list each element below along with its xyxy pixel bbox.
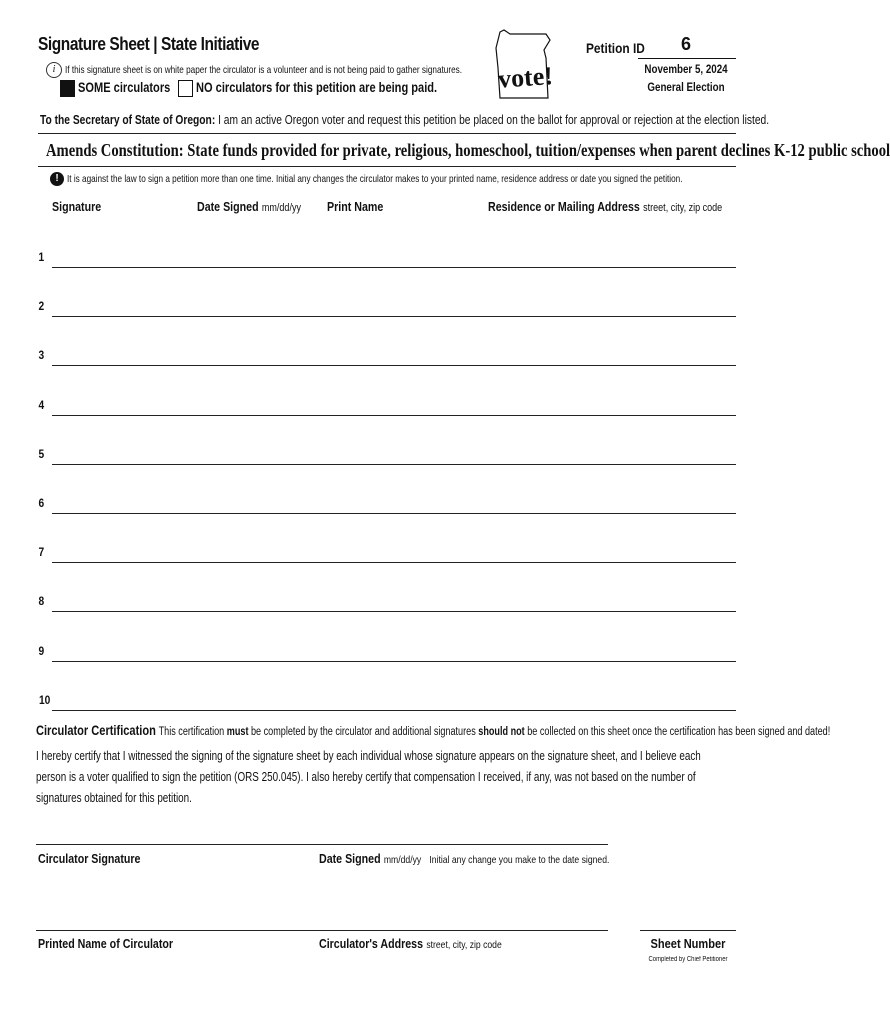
row-number: 4 <box>38 398 45 412</box>
election-type: General Election <box>647 82 725 94</box>
row-number: 5 <box>38 447 45 461</box>
secretary-statement <box>40 113 769 127</box>
circulator-signature-label: Circulator Signature <box>38 851 141 866</box>
circulator-address-label <box>319 936 502 951</box>
sheet-number-line[interactable] <box>640 930 736 931</box>
signature-line[interactable] <box>52 464 736 465</box>
svg-text:vote!: vote! <box>497 61 554 94</box>
signature-line[interactable] <box>52 661 736 662</box>
signature-line[interactable] <box>52 316 736 317</box>
secretary-text: I am an active Oregon voter and request this petition be placed on the ballot for approval or rejection at the election listed. <box>218 113 770 127</box>
signature-line[interactable] <box>52 415 736 416</box>
signature-line[interactable] <box>52 611 736 612</box>
row-number: 10 <box>39 693 51 707</box>
warning-icon: ! <box>50 172 64 186</box>
circulator-date-text: Date Signed <box>319 851 381 866</box>
circulator-address-hint: street, city, zip code <box>426 939 502 951</box>
petition-id-underline <box>638 58 736 59</box>
certification-must: must <box>226 726 249 738</box>
row-number: 3 <box>38 348 45 362</box>
page-title: Signature Sheet | State Initiative <box>38 34 260 54</box>
oregon-vote-logo <box>494 28 556 102</box>
info-text: If this signature sheet is on white paper the circulator is a volunteer and is not being paid to gather signatures. <box>65 64 462 76</box>
circulator-date-label <box>319 851 609 866</box>
petition-id-value: 6 <box>680 34 691 54</box>
circulator-date-format: mm/dd/yy <box>383 854 422 866</box>
some-circulators-checkbox[interactable] <box>60 80 75 97</box>
col-print-name: Print Name <box>327 199 384 214</box>
some-circulators-label: SOME circulators <box>78 80 171 96</box>
petition-id-label: Petition ID <box>586 40 645 56</box>
election-date: November 5, 2024 <box>644 64 728 76</box>
measure-title: Amends Constitution: State funds provided for private, religious, homeschool, tuition/expenses when parent declines K-12 public school <box>46 140 890 160</box>
printed-name-label: Printed Name of Circulator <box>38 936 174 951</box>
row-number: 1 <box>38 250 45 264</box>
secretary-label: To the Secretary of State of Oregon: <box>40 113 216 127</box>
signature-line[interactable] <box>52 562 736 563</box>
col-date-format: mm/dd/yy <box>261 202 301 214</box>
row-number: 8 <box>38 594 45 608</box>
warning-text: It is against the law to sign a petition more than one time. Initial any changes the circulator makes to your printed name, residence address or date you signed the petition. <box>67 173 683 185</box>
certification-should-not: should not <box>478 726 525 738</box>
col-date-signed <box>197 199 301 214</box>
row-number: 6 <box>38 496 45 510</box>
col-signature: Signature <box>52 199 102 214</box>
divider-measure <box>38 166 736 167</box>
circulator-certification-heading <box>36 722 830 738</box>
row-number: 2 <box>38 299 45 313</box>
col-date-signed-label: Date Signed <box>197 199 259 214</box>
circulator-date-hint: Initial any change you make to the date signed. <box>429 854 610 866</box>
signature-line[interactable] <box>52 267 736 268</box>
no-circulators-checkbox[interactable] <box>178 80 193 97</box>
signature-line[interactable] <box>52 365 736 366</box>
sheet-number-hint: Completed by Chief Petitioner <box>648 956 728 963</box>
circulator-paid-options <box>60 80 490 97</box>
col-address-label: Residence or Mailing Address <box>488 199 640 214</box>
sheet-number-label: Sheet Number <box>650 936 726 951</box>
circulator-name-line[interactable] <box>36 930 608 931</box>
signature-line[interactable] <box>52 710 736 711</box>
certification-title: Circulator Certification <box>36 722 156 738</box>
certification-text-a: This certification <box>158 726 227 738</box>
warning-notice <box>50 172 856 186</box>
signature-line[interactable] <box>52 513 736 514</box>
certification-text-b: be completed by the circulator and additional signatures <box>248 726 479 738</box>
certification-statement: I hereby certify that I witnessed the signing of the signature sheet by each individual whose signature appears on the signature sheet, and I believe each person is a voter qualified to sign the petition (ORS 250.045). I also hereby certify that compensation I received, if any, was not based on the number of signatures obtained for this petition. <box>36 749 701 805</box>
col-address-hint: street, city, zip code <box>643 202 723 214</box>
no-circulators-label: NO circulators for this petition are being paid. <box>195 80 437 96</box>
divider-top <box>38 133 736 134</box>
circulator-address-text: Circulator's Address <box>319 936 424 951</box>
circulator-signature-line[interactable] <box>36 844 608 845</box>
row-number: 9 <box>38 644 45 658</box>
certification-text-c: be collected on this sheet once the certification has been signed and dated! <box>524 726 831 738</box>
col-address <box>488 199 722 214</box>
row-number: 7 <box>38 545 45 559</box>
info-icon: i <box>46 62 62 78</box>
